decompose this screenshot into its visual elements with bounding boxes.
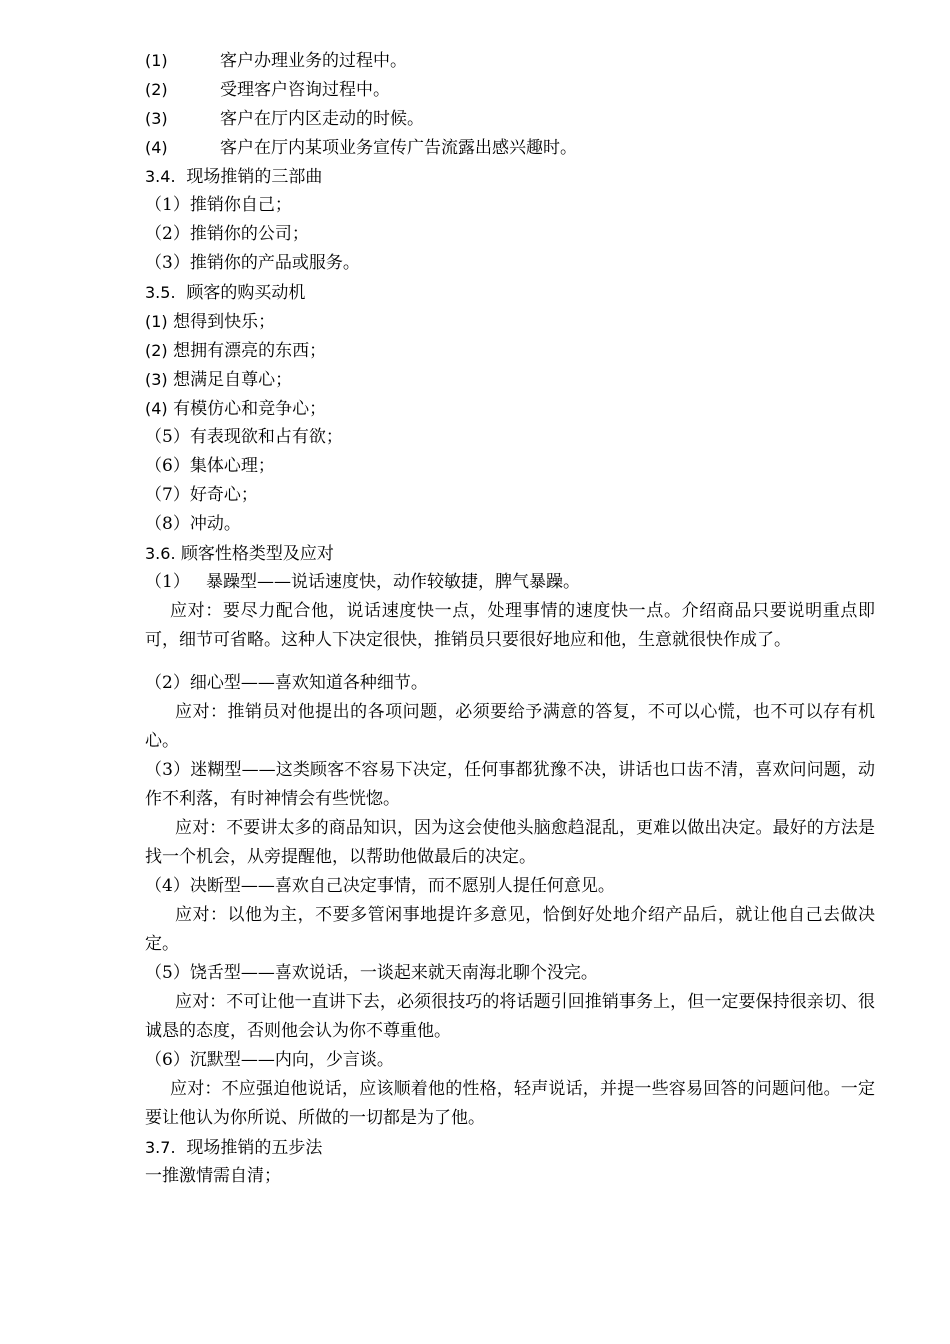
- section-heading-3-6: 3.6. 顾客性格类型及应对: [145, 544, 334, 564]
- list-item: (2) 想拥有漂亮的东西；: [145, 341, 327, 361]
- list-item: （5）有表现欲和占有欲；: [145, 427, 343, 447]
- response-paragraph: 应对：以他为主，不要多管闲事地提许多意见，恰倒好处地介绍产品后，就让他自己去做决定。: [145, 905, 875, 954]
- document-page: [145, 46, 875, 1191]
- list-item: （7）好奇心；: [145, 485, 258, 505]
- response-paragraph: 应对：推销员对他提出的各项问题，必须要给予满意的答复，不可以心慌，也不可以存有机心。: [145, 702, 875, 751]
- response-paragraph: 应对：不要讲太多的商品知识，因为这会使他头脑愈趋混乱，更难以做出决定。最好的方法是找一个机会，从旁提醒他，以帮助他做最后的决定。: [145, 818, 875, 867]
- list-item: (3) 想满足自尊心；: [145, 370, 293, 390]
- list-item: （6）集体心理；: [145, 456, 275, 476]
- response-paragraph: 应对：不可让他一直讲下去，必须很技巧的将话题引回推销事务上，但一定要保持很亲切、很诚恳的态度，否则他会认为你不尊重他。: [145, 992, 875, 1041]
- section-heading-3-4: 3.4. 现场推销的三部曲: [145, 167, 323, 187]
- spacer: [145, 655, 875, 669]
- type-item: （4）决断型——喜欢自己决定事情，而不愿别人提任何意见。: [145, 876, 615, 896]
- list-item: (4) 有模仿心和竞争心；: [145, 399, 327, 419]
- type-item: （3）迷糊型——这类顾客不容易下决定，任何事都犹豫不决，讲话也口齿不清，喜欢问问题，动作不利落，有时神情会有些恍惚。: [145, 760, 875, 809]
- list-item: (4) 客户在厅内某项业务宣传广告流露出感兴趣时。: [145, 138, 577, 158]
- list-item: 一推激情需自清；: [145, 1166, 281, 1186]
- list-item: (3) 客户在厅内区走动的时候。: [145, 109, 424, 129]
- type-item: （2）细心型——喜欢知道各种细节。: [145, 673, 428, 693]
- list-item: (1) 客户办理业务的过程中。: [145, 51, 407, 71]
- list-item: (1) 想得到快乐；: [145, 312, 276, 332]
- type-item: （1） 暴躁型——说话速度快，动作较敏捷，脾气暴躁。: [145, 572, 581, 592]
- section-heading-3-5: 3.5. 顾客的购买动机: [145, 283, 306, 303]
- list-item: （2）推销你的公司；: [145, 224, 309, 244]
- list-item: （3）推销你的产品或服务。: [145, 253, 360, 273]
- type-item: （6）沉默型——内向，少言谈。: [145, 1050, 394, 1070]
- response-paragraph: 应对：要尽力配合他，说话速度快一点，处理事情的速度快一点。介绍商品只要说明重点即可，细节可省略。这种人下决定很快，推销员只要很好地应和他，生意就很快作成了。: [145, 601, 875, 650]
- response-paragraph: 应对：不应强迫他说话，应该顺着他的性格，轻声说话，并提一些容易回答的问题问他。一定要让他认为你所说、所做的一切都是为了他。: [145, 1079, 875, 1128]
- section-heading-3-7: 3.7. 现场推销的五步法: [145, 1138, 323, 1158]
- list-item: （8）冲动。: [145, 514, 241, 534]
- list-item: (2) 受理客户咨询过程中。: [145, 80, 390, 100]
- type-item: （5）饶舌型——喜欢说话，一谈起来就天南海北聊个没完。: [145, 963, 598, 983]
- list-item: （1）推销你自己；: [145, 195, 292, 215]
